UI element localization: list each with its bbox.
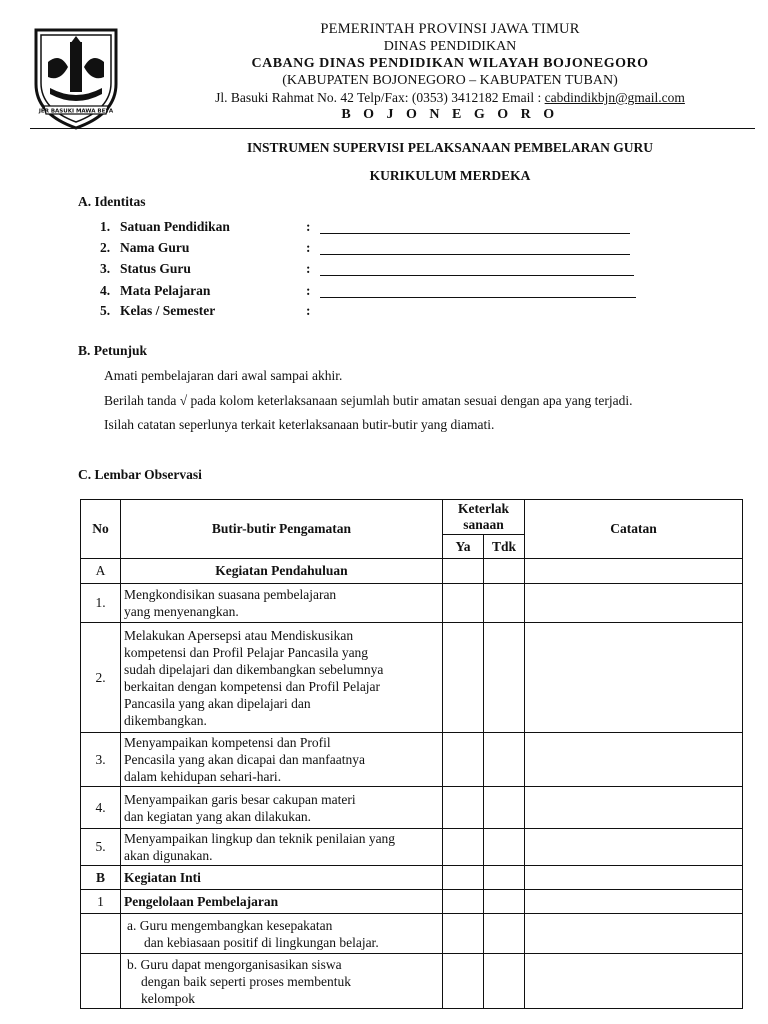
table-row: [81, 829, 743, 866]
row-number: 4.: [81, 787, 121, 829]
identity-number: 2.: [100, 240, 111, 255]
item-line: dikembangkan.: [124, 712, 207, 728]
subsection-row: [81, 890, 743, 914]
yes-cell[interactable]: [443, 829, 484, 866]
teacher-status-input-line[interactable]: [320, 275, 634, 276]
logo-motto: JER BASUKI MAWA BEYA: [38, 108, 114, 115]
letterhead-divider: [30, 128, 755, 129]
section-a-heading: A. Identitas: [78, 194, 146, 209]
identity-label: Status Guru: [120, 261, 191, 276]
instruction-line: Amati pembelajaran dari awal sampai akhir.: [104, 368, 343, 383]
item-line: dalam kehidupan sehari-hari.: [124, 769, 282, 784]
notes-cell[interactable]: [525, 733, 743, 787]
table-row: [81, 787, 743, 829]
header-implementation-line1: Keterlak: [458, 501, 509, 516]
row-section-title: Kegiatan Inti: [121, 866, 443, 890]
row-item-text: [121, 584, 443, 623]
item-line: a. Guru mengembangkan kesepakatan: [127, 917, 333, 933]
header-implementation: [443, 500, 525, 535]
row-item-text: [121, 623, 443, 733]
notes-cell[interactable]: [525, 787, 743, 829]
row-number: 1.: [81, 584, 121, 623]
item-line: Menyampaikan kompetensi dan Profil: [124, 735, 331, 750]
letterhead-contact: [130, 89, 768, 106]
item-line: Mengkondisikan suasana pembelajaran: [124, 587, 337, 602]
item-line: b. Guru dapat mengorganisasikan siswa: [127, 956, 342, 972]
letterhead-government: PEMERINTAH PROVINSI JAWA TIMUR: [320, 21, 580, 37]
row-subsection-title: Pengelolaan Pembelajaran: [121, 890, 443, 914]
teacher-name-input-line[interactable]: [320, 254, 630, 255]
identity-label: Kelas / Semester: [120, 303, 216, 318]
no-cell[interactable]: [484, 623, 525, 733]
no-cell[interactable]: [484, 954, 525, 1009]
yes-cell[interactable]: [443, 559, 484, 584]
item-line: dan kegiatan yang akan dilakukan.: [124, 808, 312, 824]
document-title: INSTRUMEN SUPERVISI PELAKSANAAN PEMBELARAN GURU: [246, 140, 654, 155]
no-cell[interactable]: [484, 829, 525, 866]
table-row: [81, 914, 743, 954]
section-c-heading: C. Lembar Observasi: [78, 467, 202, 482]
section-row: [81, 559, 743, 584]
letterhead-regencies: (KABUPATEN BOJONEGORO – KABUPATEN TUBAN): [282, 73, 618, 88]
item-line: Menyampaikan garis besar cakupan materi: [124, 791, 356, 807]
letterhead-department: DINAS PENDIDIKAN: [383, 39, 517, 54]
item-line: dan kebiasaan positif di lingkungan belajar.: [144, 934, 379, 950]
header-no: No: [81, 500, 121, 559]
item-line: Menyampaikan lingkup dan teknik penilaian yang: [124, 831, 396, 846]
notes-cell[interactable]: [525, 890, 743, 914]
identity-colon: :: [306, 261, 311, 276]
row-code: A: [81, 559, 121, 584]
document-subtitle: KURIKULUM MERDEKA: [369, 168, 531, 183]
item-line: dengan baik seperti proses membentuk: [141, 973, 351, 989]
item-line: Melakukan Apersepsi atau Mendiskusikan: [124, 627, 354, 643]
no-cell[interactable]: [484, 733, 525, 787]
row-number-empty: [81, 914, 121, 954]
subject-input-line[interactable]: [320, 297, 636, 298]
row-item-text: [121, 954, 443, 1009]
identity-label: Nama Guru: [120, 240, 190, 255]
notes-cell[interactable]: [525, 584, 743, 623]
email-link[interactable]: cabdindikbjn@gmail.com: [544, 90, 685, 105]
identity-colon: :: [306, 283, 311, 298]
notes-cell[interactable]: [525, 954, 743, 1009]
table-row: [81, 954, 743, 1009]
identity-label: Satuan Pendidikan: [120, 219, 230, 234]
identity-number: 5.: [100, 303, 111, 318]
section-b-heading: B. Petunjuk: [78, 343, 148, 358]
notes-cell[interactable]: [525, 829, 743, 866]
identity-number: 4.: [100, 283, 111, 298]
letterhead-city: B O J O N E G O R O: [341, 107, 559, 122]
item-line: berkaitan dengan kompetensi dan Profil Pelajar: [124, 678, 381, 694]
item-line: yang menyenangkan.: [124, 604, 239, 619]
table-header-row: [81, 500, 743, 535]
item-line: Pencasila yang akan dicapai dan manfaatnya: [124, 752, 366, 767]
table-row: [81, 623, 743, 733]
no-cell[interactable]: [484, 890, 525, 914]
item-line: Pancasila yang akan dipelajari dan: [124, 695, 311, 711]
letterhead-branch: CABANG DINAS PENDIDIKAN WILAYAH BOJONEGORO: [251, 56, 649, 71]
header-yes: Ya: [443, 535, 484, 559]
row-number: 5.: [81, 829, 121, 866]
identity-colon: :: [306, 240, 311, 255]
row-number-empty: [81, 954, 121, 1009]
yes-cell[interactable]: [443, 584, 484, 623]
letterhead-address: Jl. Basuki Rahmat No. 42 Telp/Fax: (0353) 3412182 Email :: [215, 90, 542, 105]
east-java-emblem-logo: [30, 22, 122, 132]
row-item-text: [121, 829, 443, 866]
item-line: sudah dipelajari dan dikembangkan sebelumnya: [124, 661, 384, 677]
instruction-line: Isilah catatan seperlunya terkait keterlaksanaan butir-butir yang diamati.: [104, 417, 495, 432]
table-row: [81, 584, 743, 623]
yes-cell[interactable]: [443, 890, 484, 914]
row-number: 3.: [81, 733, 121, 787]
identity-number: 3.: [100, 261, 111, 276]
row-section-title: Kegiatan Pendahuluan: [121, 559, 443, 584]
notes-cell[interactable]: [525, 559, 743, 584]
header-notes: Catatan: [525, 500, 743, 559]
yes-cell[interactable]: [443, 787, 484, 829]
no-cell[interactable]: [484, 866, 525, 890]
row-number: 2.: [81, 623, 121, 733]
yes-cell[interactable]: [443, 733, 484, 787]
notes-cell[interactable]: [525, 914, 743, 954]
header-no-col: Tdk: [484, 535, 525, 559]
no-cell[interactable]: [484, 787, 525, 829]
identity-colon: :: [306, 303, 311, 318]
identity-number: 1.: [100, 219, 111, 234]
row-code: B: [81, 866, 121, 890]
row-item-text: [121, 914, 443, 954]
yes-cell[interactable]: [443, 914, 484, 954]
item-line: kompetensi dan Profil Pelajar Pancasila yang: [124, 644, 369, 660]
header-implementation-line2: sanaan: [463, 517, 504, 532]
no-cell[interactable]: [484, 559, 525, 584]
yes-cell[interactable]: [443, 623, 484, 733]
item-line: akan digunakan.: [124, 848, 213, 863]
header-items: Butir-butir Pengamatan: [121, 500, 443, 559]
yes-cell[interactable]: [443, 954, 484, 1009]
item-line: kelompok: [141, 990, 195, 1006]
row-item-text: [121, 787, 443, 829]
notes-cell[interactable]: [525, 866, 743, 890]
observation-table: [80, 499, 743, 1009]
instruction-line: Berilah tanda √ pada kolom keterlaksanaan sejumlah butir amatan sesuai dengan apa yang terjadi.: [104, 393, 633, 408]
row-number: 1: [81, 890, 121, 914]
no-cell[interactable]: [484, 914, 525, 954]
section-row: [81, 866, 743, 890]
notes-cell[interactable]: [525, 623, 743, 733]
row-item-text: [121, 733, 443, 787]
identity-label: Mata Pelajaran: [120, 283, 211, 298]
yes-cell[interactable]: [443, 866, 484, 890]
school-input-line[interactable]: [320, 233, 630, 234]
no-cell[interactable]: [484, 584, 525, 623]
identity-colon: :: [306, 219, 311, 234]
table-row: [81, 733, 743, 787]
